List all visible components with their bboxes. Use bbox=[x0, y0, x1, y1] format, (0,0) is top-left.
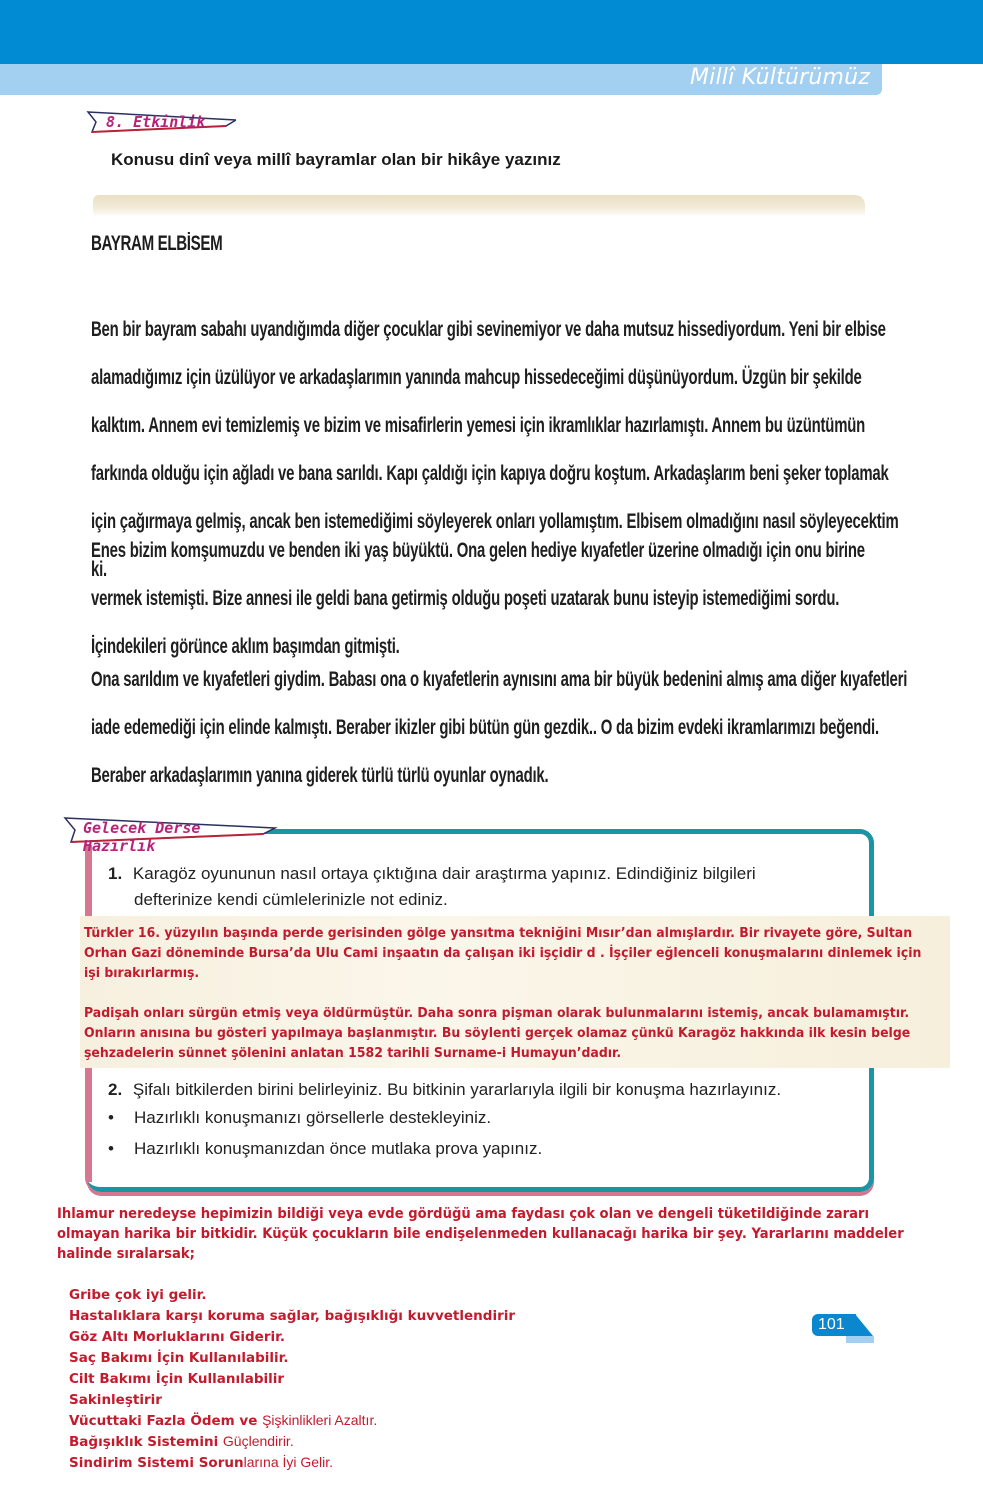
activity-label: 8. Etkinlik bbox=[106, 113, 206, 131]
story-title: BAYRAM ELBİSEM bbox=[91, 232, 223, 255]
list-item: Bağışıklık Sistemini Güçlendirir. bbox=[69, 1433, 294, 1450]
bullet-icon: • bbox=[108, 1139, 114, 1158]
task-2 bbox=[108, 1074, 781, 1106]
list-item: Sindirim Sistemi Sorunlarına İyi Gelir. bbox=[69, 1454, 334, 1471]
list-item: Cilt Bakımı İçin Kullanılabilir bbox=[69, 1371, 285, 1387]
unit-title: Millî Kültürümüz bbox=[690, 65, 870, 90]
story-paragraph: Enes bizim komşumuzdu ve benden iki yaş büyüktü. Ona gelen hediye kıyafetler üzerine olmadığı için onu birine vermek istemişti. Bize annesi ile geldi bana getirmiş olduğu poşeti uzatarak bunu isteyip istemediğimi sordu. İçindekileri görünce aklım başımdan gitmişti. bbox=[91, 539, 865, 658]
preparation-label: Gelecek Derse Hazırlık bbox=[83, 819, 201, 855]
bullet-icon: • bbox=[108, 1108, 114, 1127]
list-item: Gribe çok iyi gelir. bbox=[69, 1287, 207, 1303]
task-number: 1. bbox=[108, 864, 123, 883]
bullet-item: • Hazırlıklı konuşmanızı görsellerle destekleyiniz. bbox=[108, 1108, 492, 1127]
page-badge-tail bbox=[855, 1314, 873, 1336]
unit-title-band bbox=[0, 64, 882, 95]
task-text-continued: defterinize kendi cümlelerinizle not ediniz. bbox=[134, 890, 448, 909]
list-item: Sakinleştirir bbox=[69, 1392, 162, 1408]
parchment-strip bbox=[93, 195, 865, 217]
activity-prompt: Konusu dinî veya millî bayramlar olan bir hikâye yazınız bbox=[111, 150, 561, 169]
story-paragraph: Ona sarıldım ve kıyafetleri giydim. Babası ona o kıyafetlerin aynısını ama bir büyük bedenini almış ama diğer kıyafetleri iade edemediği için elinde kalmıştı. Beraber ikizler gibi bütün gün gezdik.. O da bizim evdeki ikramlarımızı beğendi. Beraber arkadaşlarımın yanına giderek türlü türlü oyunlar oynadık. bbox=[91, 668, 908, 787]
task-text: Şifalı bitkilerden birini belirleyiniz. Bu bitkinin yararlarıyla ilgili bir konuşma hazırlayınız. bbox=[132, 1080, 782, 1099]
header-band bbox=[0, 0, 983, 64]
page-number: 101 bbox=[812, 1314, 856, 1336]
story-paragraph: Ben bir bayram sabahı uyandığımda diğer çocuklar gibi sevinemiyor ve daha mutsuz hissediyordum. Yeni bir elbise alamadığımız için üzülüyor ve arkadaşlarımın yanında mahcup hissedeceğimi düşünüyordum. Üzgün bir şekilde kalktım. Annem evi temizlemiş ve bizim ve misafirlerin yemesi için ikramlıklar hazırlamıştı. Annem bu üzüntümün farkında olduğu için ağladı ve bana sarıldı. Kapı çaldığı için kapıya doğru koştum. Arkadaşlarım beni şeker toplamak için çağırmaya gelmiş, ancak ben istemediğimi söyleyerek onları yollamıştım. Elbisem olmadığını nasıl söyleyecektim ki. bbox=[91, 318, 899, 581]
list-item: Saç Bakımı İçin Kullanılabilir. bbox=[69, 1350, 289, 1366]
task-1 bbox=[108, 858, 853, 890]
bullet-item: • Hazırlıklı konuşmanızdan önce mutlaka prova yapınız. bbox=[108, 1139, 543, 1158]
page-badge-shadow bbox=[846, 1336, 874, 1343]
task-text: Karagöz oyununun nasıl ortaya çıktığına dair araştırma yapınız. Edindiğiniz bilgileri bbox=[132, 864, 756, 883]
benefits-list bbox=[69, 1284, 515, 1473]
list-item: Hastalıklara karşı koruma sağlar, bağışıklığı kuvvetlendirir bbox=[69, 1308, 516, 1324]
list-item: Vücuttaki Fazla Ödem ve Şişkinlikleri Azaltır. bbox=[69, 1412, 378, 1429]
task-number: 2. bbox=[108, 1080, 123, 1099]
activity-ribbon bbox=[86, 108, 236, 134]
task-1-answer: Türkler 16. yüzyılın başında perde gerisinden gölge yansıtma tekniğini Mısır’dan almışlardır. Bir rivayete göre, Sultan Orhan Gazi döneminde Bursa’da Ulu Cami inşaatın da çalışan iki işçidir d . İşçiler eğlenceli konuşmalarını dinlemek için işi bırakırlarmış. bbox=[84, 926, 922, 981]
preparation-ribbon bbox=[63, 814, 278, 855]
list-item: Göz Altı Morluklarını Giderir. bbox=[69, 1329, 285, 1345]
task-1-answer: Padişah onları sürgün etmiş veya öldürmüştür. Daha sonra pişman olarak bulunmalarını istemiş, ancak bulamamıştır. Onların anısına bu gösteri yapılmaya başlanmıştır. Bu söylenti gerçek olamaz çünkü Karagöz hakkında ilk kesin belge şehzadelerin sünnet şölenini anlatan 1582 tarihli Surname-i Humayun’dadır. bbox=[84, 1006, 911, 1061]
task-2-answer-intro: Ihlamur neredeyse hepimizin bildiği veya evde gördüğü ama faydası çok olan ve dengeli tüketildiğinde zararı olmayan harika bir bitkidir. Küçük çocukların bile endişelenmeden kullanacağı harika bir şey. Yararlarını maddeler halinde sıralarsak; bbox=[57, 1206, 904, 1262]
